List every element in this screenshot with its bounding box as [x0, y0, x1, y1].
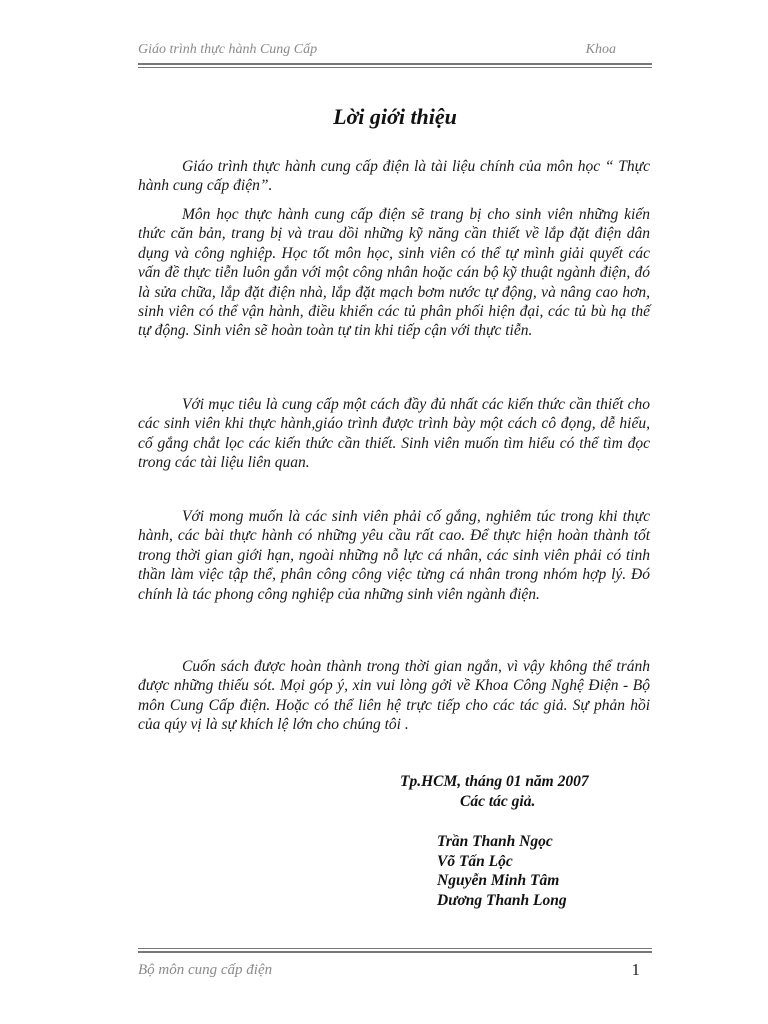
paragraph-1	[138, 157, 650, 196]
paragraph-text: Với mong muốn là các sinh viên phải cố gắng, nghiêm túc trong khi thực hành, các bài thực hành có những yêu cầu rất cao. Để thực hiện hoàn thành tốt trong thời gian giới hạn, ngoài những nỗ lực cá nhân, các sinh viên phải có tinh thần làm việc tập thể, phân công công việc từng cá nhân trong nhóm hợp lý. Đó chính là tác phong công nghiệp của những sinh viên ngành điện.	[138, 508, 650, 603]
author-list	[437, 832, 567, 910]
paragraph-text: Giáo trình thực hành cung cấp điện là tài liệu chính của môn học “ Thực hành cung cấp điện”.	[138, 158, 650, 195]
page-header	[138, 42, 652, 62]
signature-role: Các tác giả.	[460, 793, 536, 810]
header-course-title: Giáo trình thực hành Cung Cấp	[138, 42, 318, 57]
author-name: Trần Thanh Ngọc	[437, 833, 553, 850]
author-name: Dương Thanh Long	[437, 891, 567, 909]
page-number: 1	[631, 960, 640, 979]
footer-rule-thin	[138, 948, 652, 949]
paragraph-text: Với mục tiêu là cung cấp một cách đầy đủ nhất các kiến thức cần thiết cho các sinh viên khi thực hành,giáo trình được trình bày một cách cô đọng, dễ hiểu, cố gắng chắt lọc các kiến thức cần thiết. Sinh viên muốn tìm hiểu có thể tìm đọc trong các tài liệu liên quan.	[138, 396, 650, 472]
author-name: Nguyễn Minh Tâm	[437, 872, 560, 889]
paragraph-3	[138, 395, 650, 473]
footer-rule-thick	[138, 951, 652, 953]
footer-department: Bộ môn cung cấp điện	[138, 962, 273, 978]
paragraph-text: Môn học thực hành cung cấp điện sẽ trang bị cho sinh viên những kiến thức căn bản, trang bị và trau dồi những kỹ năng cần thiết về lắp đặt điện dân dụng và công nghiệp. Học tốt môn học, sinh viên có thể tự mình giải quyết các vấn đề thực tiễn luôn gắn với một công nhân hoặc cán bộ kỹ thuật ngành điện, đó là sửa chữa, lắp đặt điện nhà, lắp đặt mạch bơm nước tự động, và nâng cao hơn, sinh viên có thể vận hành, điều khiển các tủ phân phối hiện đại, các tủ bù hạ thế tự động. Sinh viên sẽ hoàn toàn tự tin khi tiếp cận với thực tiễn.	[138, 206, 650, 340]
page-title: Lời giới thiệu	[333, 104, 457, 129]
author-name: Võ Tấn Lộc	[437, 852, 513, 870]
header-rule-thin	[138, 67, 652, 68]
paragraph-2	[138, 205, 650, 341]
paragraph-5	[138, 657, 650, 735]
header-rule-thick	[138, 63, 652, 65]
paragraph-4	[138, 507, 650, 604]
header-department: Khoa	[585, 42, 616, 57]
paragraph-text: Cuốn sách được hoàn thành trong thời gian ngắn, vì vậy không thể tránh được những thiếu sót. Mọi góp ý, xin vui lòng gởi về Khoa Công Nghệ Điện - Bộ môn Cung Cấp điện. Hoặc có thể liên hệ trực tiếp cho các tác giả. Sự phản hồi của qúy vị là sự khích lệ lớn cho chúng tôi .	[138, 658, 650, 734]
signature-date: Tp.HCM, tháng 01 năm 2007	[400, 773, 589, 790]
